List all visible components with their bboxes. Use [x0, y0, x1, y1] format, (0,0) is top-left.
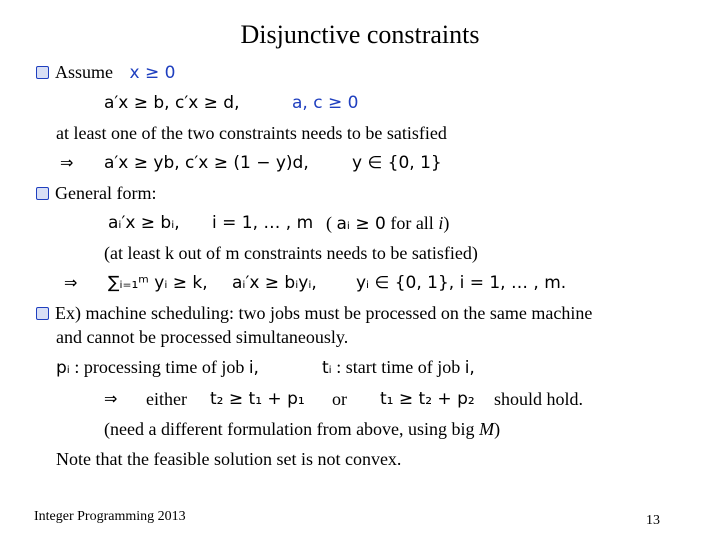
- bullet1-label: Assume: [55, 62, 113, 82]
- should-hold: should hold.: [494, 389, 584, 409]
- cond-i: i: [438, 213, 444, 233]
- need-close: ): [494, 419, 501, 439]
- cond-math: aᵢ ≥ 0: [336, 214, 386, 234]
- bullet1-header: [36, 61, 175, 84]
- t-symbol: tᵢ: [322, 358, 332, 378]
- bullet2-constraint: aᵢ′x ≥ bᵢ,: [108, 213, 180, 233]
- bullet-square-icon: [36, 187, 49, 200]
- bullet2-paren-text: (at least k out of m constraints needs to be satisfied): [104, 243, 478, 263]
- page-title: Disjunctive constraints: [240, 20, 480, 49]
- bullet2-domain: yᵢ ∈ {0, 1}, i = 1, … , m.: [356, 273, 567, 293]
- bullet3-line1: [36, 302, 592, 324]
- bullet1-params: a, c ≥ 0: [292, 93, 359, 113]
- cond-text: for all: [390, 213, 434, 233]
- bullet1-condition: x ≥ 0: [129, 63, 176, 83]
- bullet3-line2: and cannot be processed simultaneously.: [56, 327, 349, 347]
- bullet1-ydomain: y ∈ {0, 1}: [352, 153, 442, 173]
- implies-arrow-icon: ⇒: [64, 273, 78, 292]
- big-m: M: [479, 419, 495, 439]
- cond-open: (: [326, 213, 332, 233]
- either-word: either: [146, 389, 187, 409]
- condition-1: t₂ ≥ t₁ + p₁: [210, 389, 305, 409]
- cond-close: ): [443, 213, 450, 233]
- bullet2-header: [36, 182, 156, 204]
- bullet2-cons2: aᵢ′x ≥ bᵢyᵢ,: [232, 273, 317, 293]
- start-time-def: [322, 356, 475, 379]
- implies-arrow-icon: ⇒: [104, 389, 118, 408]
- bullet2-sum: ∑ᵢ₌₁ᵐ yᵢ ≥ k,: [108, 273, 208, 293]
- bullet1-text: at least one of the two constraints needs to be satisfied: [56, 123, 447, 143]
- page-number: 13: [646, 513, 660, 528]
- footer-course-title: Integer Programming 2013: [34, 509, 186, 524]
- bullet1-constraints: a′x ≥ b, c′x ≥ d,: [104, 93, 240, 113]
- bullet2-condition: [326, 212, 449, 235]
- p-index: i,: [248, 358, 259, 378]
- bullet2-label: General form:: [55, 183, 157, 203]
- bullet2-index: i = 1, … , m: [212, 213, 314, 233]
- p-symbol: pᵢ: [56, 358, 70, 378]
- bullet1-implied: a′x ≥ yb, c′x ≥ (1 − y)d,: [104, 153, 309, 173]
- big-m-note: [104, 418, 500, 440]
- processing-time-def: [56, 356, 259, 379]
- bullet-square-icon: [36, 307, 49, 320]
- t-index: i,: [464, 358, 475, 378]
- bullet-square-icon: [36, 66, 49, 79]
- convexity-note: Note that the feasible solution set is not convex.: [56, 449, 402, 469]
- implies-arrow-icon: ⇒: [60, 153, 74, 172]
- or-word: or: [332, 389, 347, 409]
- condition-2: t₁ ≥ t₂ + p₂: [380, 389, 475, 409]
- need-text: (need a different formulation from above, using big: [104, 419, 475, 439]
- bullet3-line1-text: Ex) machine scheduling: two jobs must be processed on the same machine: [55, 303, 593, 323]
- t-text: : start time of job: [336, 357, 461, 377]
- p-text: : processing time of job: [74, 357, 245, 377]
